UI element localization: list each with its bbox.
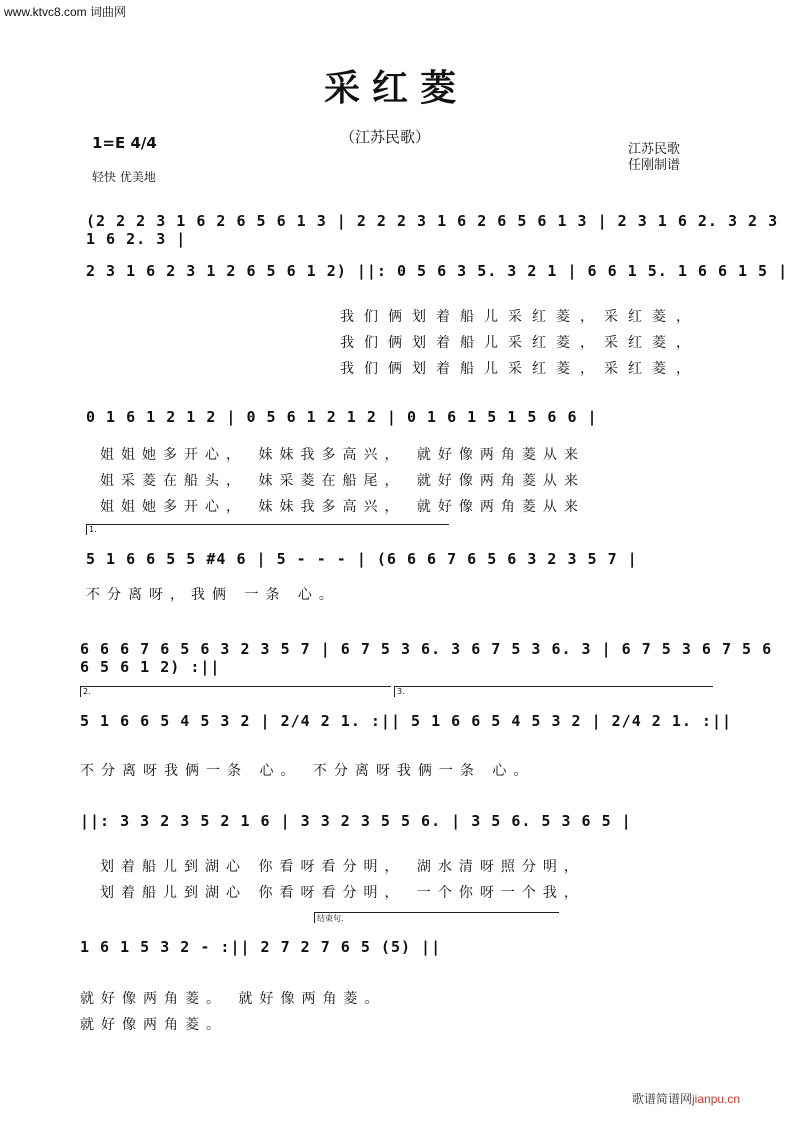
lyric-line: 我们俩划着船儿采红菱，采红菱，: [340, 361, 700, 377]
volta-bracket: 3.: [394, 686, 713, 697]
notation-row-5: 6 6 6 7 6 5 6 3 2 3 5 7 | 6 7 5 3 6. 3 6 7 5 3 6. 3 | 6 7 5 3 6 7 5 6 6 5 6 1 2) :||: [80, 640, 773, 676]
key-signature: 1=E 4/4: [92, 134, 157, 152]
lyric-line: 不分离呀我俩一条 心。 不分离呀我俩一条 心。: [80, 763, 535, 779]
notation-row-6: 5 1 6 6 5 4 5 3 2 | 2/4 2 1. :|| 5 1 6 6 5 4 5 3 2 | 2/4 2 1. :||: [80, 712, 732, 730]
watermark-bottom: [632, 1090, 740, 1107]
lyric-line: 姐姐她多开心， 妹妹我多高兴， 就好像两角菱从来: [100, 499, 585, 515]
lyric-line: 划着船儿到湖心 你看呀看分明， 一个你呀一个我，: [100, 885, 585, 901]
subtitle: （江苏民歌）: [340, 128, 431, 146]
lyric-line: 划着船儿到湖心 你看呀看分明， 湖水清呀照分明，: [100, 859, 585, 875]
notation-row-1: (2 2 2 3 1 6 2 6 5 6 1 3 | 2 2 2 3 1 6 2 6 5 6 1 3 | 2 3 1 6 2. 3 2 3 1 6 2. 3 |: [86, 212, 779, 248]
lyric-line: 不分离呀，我俩 一条 心。: [86, 587, 340, 603]
notation-row-4: 5 1 6 6 5 5 #4 6 | 5 - - - | (6 6 6 7 6 5 6 3 2 3 5 7 |: [86, 550, 638, 568]
lyric-line: 姐采菱在船头， 妹采菱在船尾， 就好像两角菱从来: [100, 473, 585, 489]
credit-origin: 江苏民歌: [628, 142, 681, 157]
volta-bracket: 1.: [86, 524, 449, 535]
credit-arranger: 任刚制谱: [628, 158, 681, 173]
lyric-line: 就好像两角菱。 就好像两角菱。: [80, 991, 386, 1007]
lyric-line: 就好像两角菱。: [80, 1017, 227, 1033]
volta-bracket: 2.: [80, 686, 391, 697]
notation-row-7: ||: 3 3 2 3 5 2 1 6 | 3 3 2 3 5 5 6. | 3 5 6. 5 3 6 5 |: [80, 812, 632, 830]
watermark-top: www.ktvc8.com 词曲网: [4, 5, 127, 19]
lyric-line: 我们俩划着船儿采红菱，采红菱，: [340, 309, 700, 325]
notation-row-2: 2 3 1 6 2 3 1 2 6 5 6 1 2) ||: 0 5 6 3 5. 3 2 1 | 6 6 1 5. 1 6 6 1 5 |: [86, 262, 789, 280]
lyric-line: 我们俩划着船儿采红菱，采红菱，: [340, 335, 700, 351]
lyric-line: 姐姐她多开心， 妹妹我多高兴， 就好像两角菱从来: [100, 447, 585, 463]
page-title: 采红菱: [323, 67, 468, 109]
notation-row-3: 0 1 6 1 2 1 2 | 0 5 6 1 2 1 2 | 0 1 6 1 5 1 5 6 6 |: [86, 408, 598, 426]
watermark-site-name: 歌谱简谱网: [632, 1092, 693, 1106]
tempo-marking: 轻快 优美地: [92, 170, 156, 184]
volta-bracket: 结束句.: [314, 912, 559, 923]
notation-row-8: 1 6 1 5 3 2 - :|| 2 7 2 7 6 5 (5) ||: [80, 938, 442, 956]
watermark-brand: jianpu.cn: [692, 1092, 741, 1106]
